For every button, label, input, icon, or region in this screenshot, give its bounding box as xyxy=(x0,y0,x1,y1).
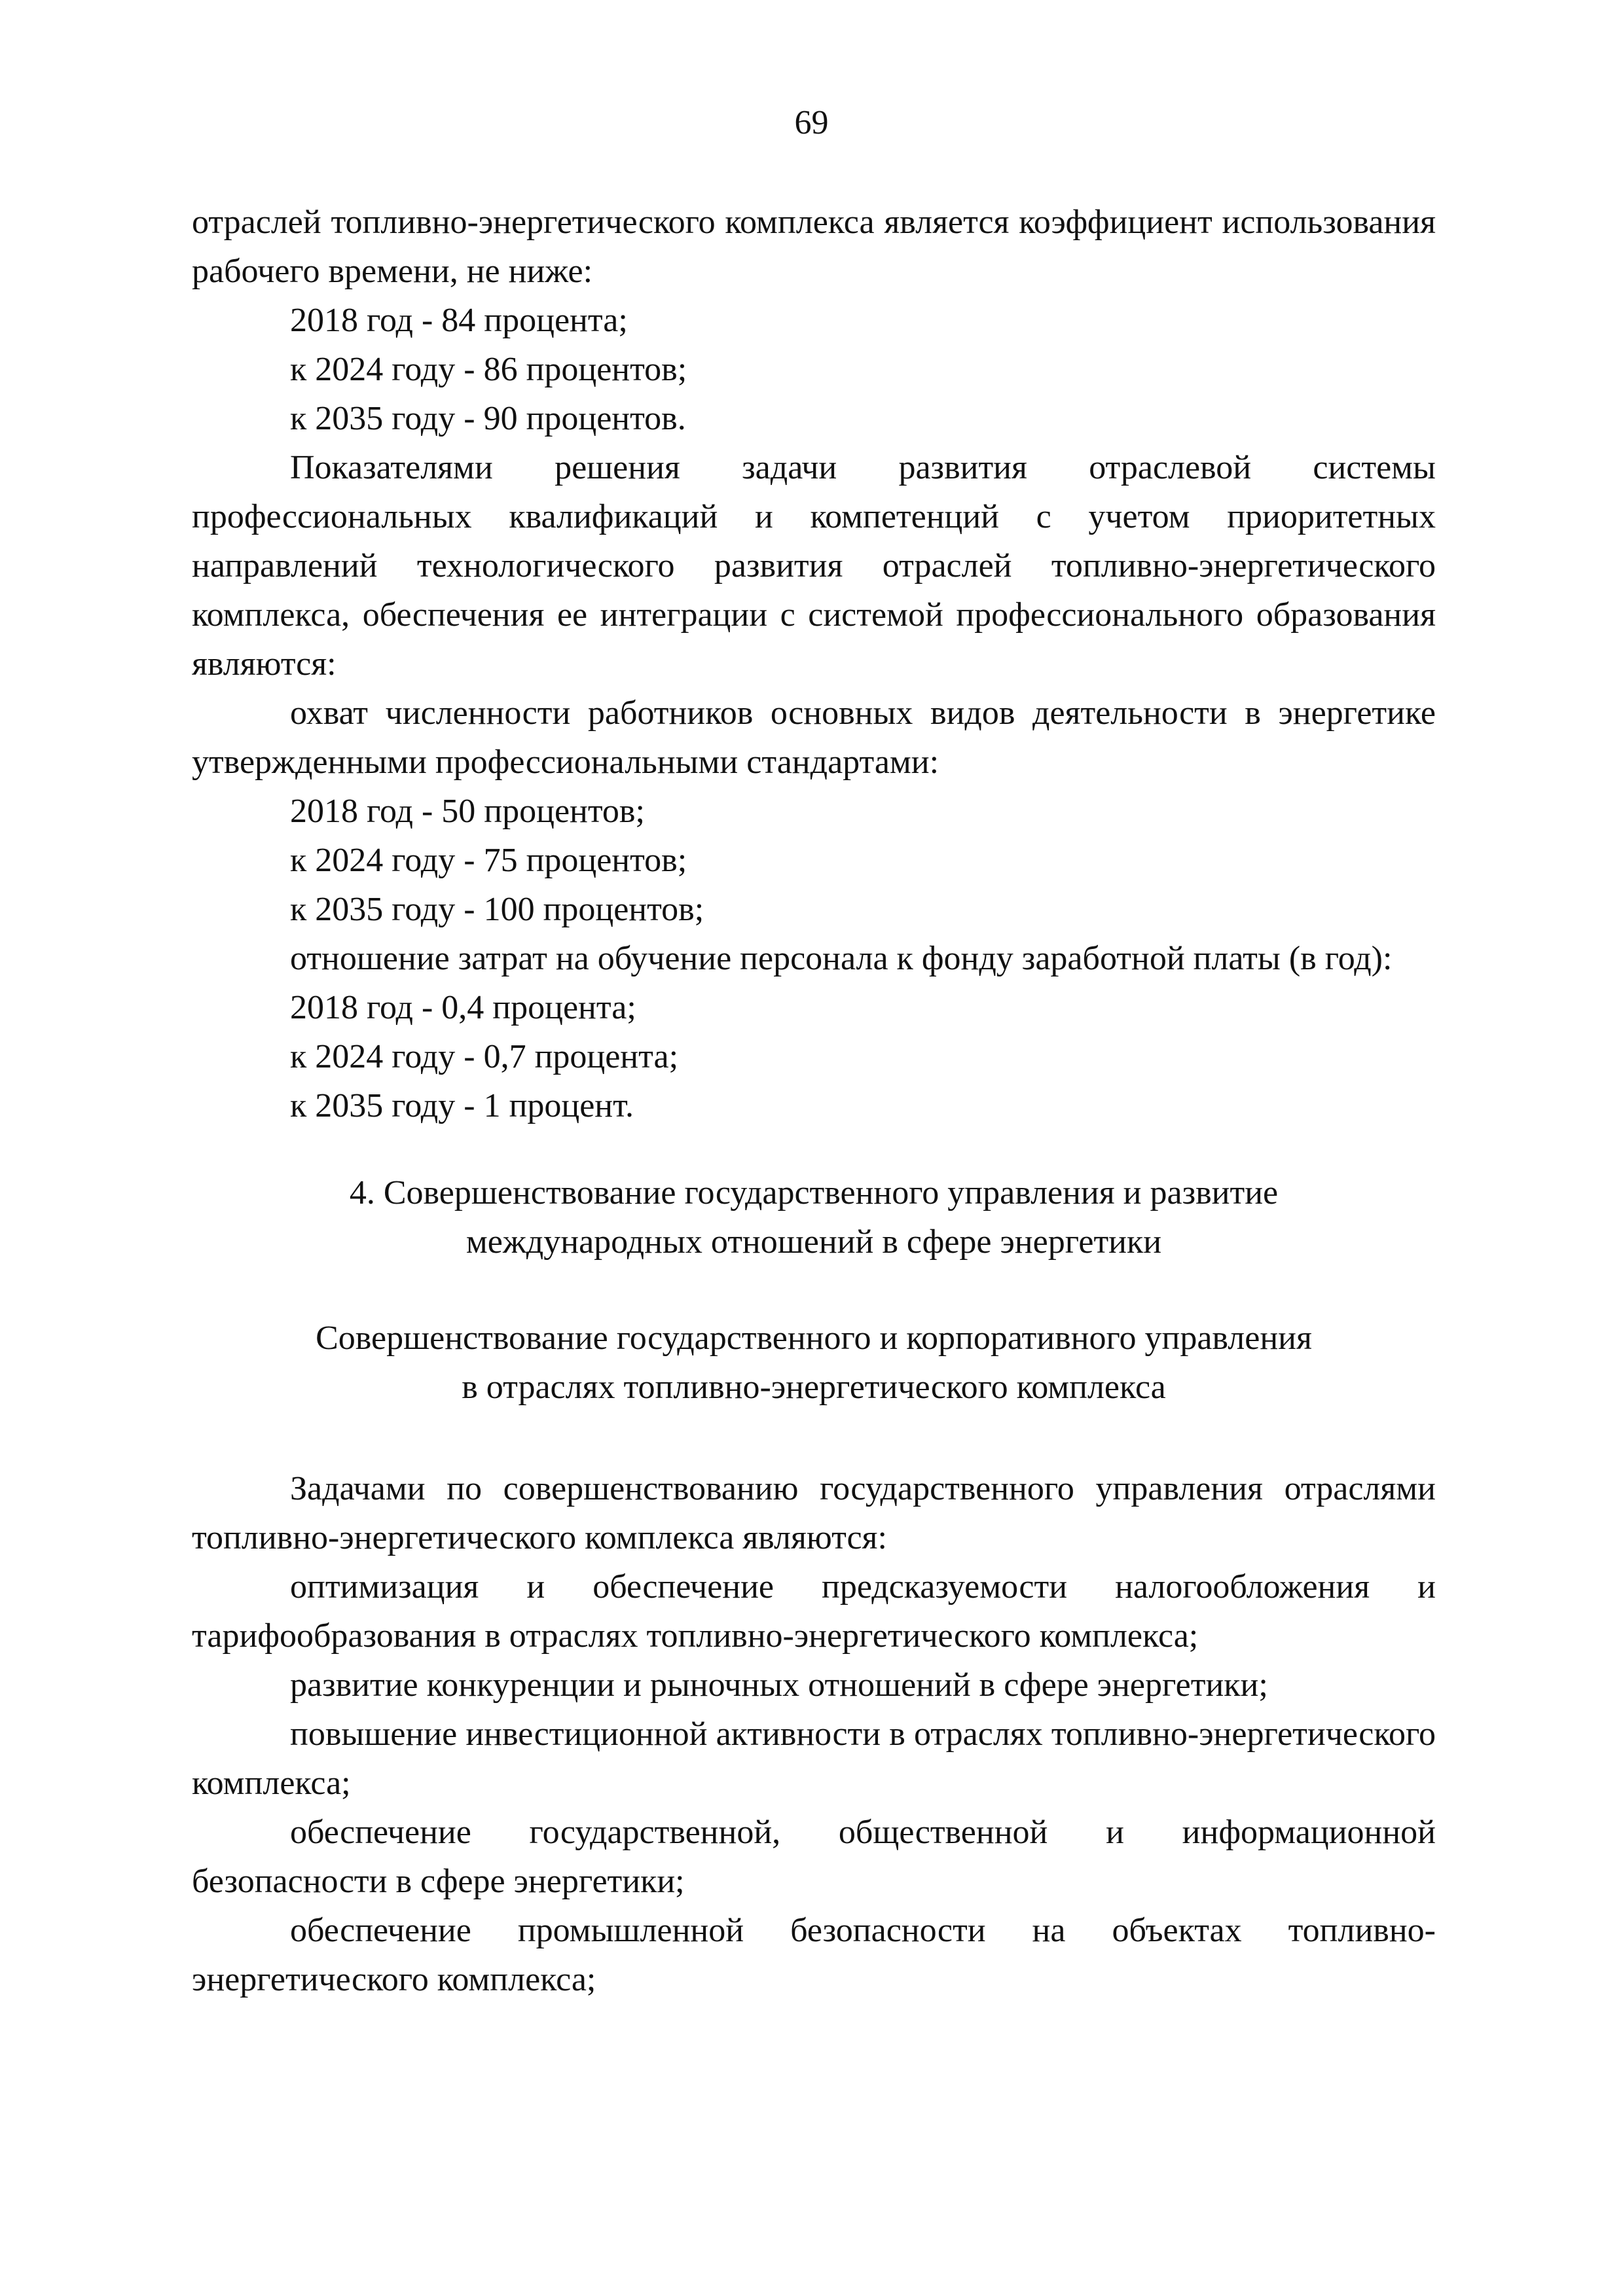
subsection-heading-line2: в отраслях топливно-энергетического комплекса xyxy=(462,1369,1166,1406)
page-number: 69 xyxy=(794,104,829,141)
section-heading-line1: 4. Совершенствование государственного управления и развитие xyxy=(349,1174,1279,1211)
paragraph-training-costs: отношение затрат на обучение персонала к фонду заработной платы (в год): xyxy=(290,940,1393,977)
paragraph-tasks-intro: Задачами по совершенствованию государственного управления отраслями топливно-энергетического комплекса являются: xyxy=(192,1470,1436,1556)
paragraph-working-time: отраслей топливно-энергетического комплекса является коэффициент использования рабочего времени, не ниже: xyxy=(192,204,1436,290)
list-item: к 2035 году - 100 процентов; xyxy=(290,891,704,928)
list-item: к 2024 году - 75 процентов; xyxy=(290,842,687,879)
spacer xyxy=(192,1266,1436,1314)
list-item: 2018 год - 50 процентов; xyxy=(290,793,645,830)
paragraph-qualifications: Показателями решения задачи развития отраслевой системы профессиональных квалификаций и компетенций с учетом приоритетных направлений технологического развития отраслей топливно-энергетического комплекса, обеспечения ее интеграции с системой профессионального образования являются: xyxy=(192,449,1436,683)
spacer xyxy=(192,1412,1436,1464)
list-item: к 2035 году - 1 процент. xyxy=(290,1087,634,1124)
task-item: повышение инвестиционной активности в отраслях топливно-энергетического комплекса; xyxy=(192,1715,1436,1802)
task-item: обеспечение государственной, общественной и информационной безопасности в сфере энергетики; xyxy=(192,1814,1436,1900)
list-item: к 2024 году - 0,7 процента; xyxy=(290,1038,679,1075)
list-item: к 2035 году - 90 процентов. xyxy=(290,400,686,437)
list-item: 2018 год - 0,4 процента; xyxy=(290,989,636,1026)
spacer xyxy=(192,1130,1436,1168)
subsection-heading-line1: Совершенствование государственного и корпоративного управления xyxy=(316,1319,1312,1357)
list-item: 2018 год - 84 процента; xyxy=(290,302,628,339)
task-item: оптимизация и обеспечение предсказуемости налогообложения и тарифообразования в отраслях топливно-энергетического комплекса; xyxy=(192,1568,1436,1655)
list-item: к 2024 году - 86 процентов; xyxy=(290,351,687,388)
section-heading-line2: международных отношений в сфере энергетики xyxy=(465,1223,1162,1261)
task-item: развитие конкуренции и рыночных отношений в сфере энергетики; xyxy=(290,1666,1268,1704)
paragraph-coverage: охват численности работников основных видов деятельности в энергетике утвержденными профессиональными стандартами: xyxy=(192,694,1436,781)
task-item: обеспечение промышленной безопасности на объектах топливно-энергетического комплекса; xyxy=(192,1912,1436,1998)
document-body xyxy=(192,198,1436,2004)
